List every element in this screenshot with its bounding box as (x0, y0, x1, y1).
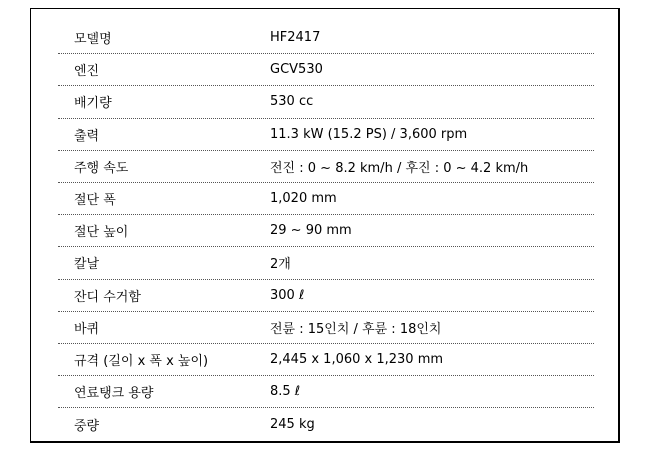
spec-label: 절단 높이 (74, 225, 129, 241)
spec-value: 530 cc (270, 94, 314, 110)
spec-row-dimensions (58, 344, 594, 376)
spec-row-wheels (58, 312, 594, 344)
spec-label: 칼날 (74, 257, 100, 273)
spec-label: 배기량 (74, 96, 112, 112)
spec-row-grass-bag (58, 280, 594, 312)
spec-row-blades (58, 247, 594, 279)
spec-value: 245 kg (270, 416, 315, 432)
spec-row-output (58, 119, 594, 151)
spec-label: 모델명 (74, 32, 112, 48)
spec-label: 규격 (길이 x 폭 x 높이) (74, 353, 209, 369)
spec-row-engine (58, 54, 594, 86)
spec-row-model (58, 22, 594, 54)
spec-label: 중량 (74, 418, 100, 434)
spec-value: 1,020 mm (270, 191, 337, 207)
spec-label: 주행 속도 (74, 160, 129, 176)
spec-row-weight (58, 408, 594, 440)
spec-label: 엔진 (74, 64, 100, 80)
spec-label: 바퀴 (74, 321, 100, 337)
spec-label: 연료탱크 용량 (74, 386, 154, 402)
spec-row-cutting-width (58, 183, 594, 215)
spec-value: 전륜 : 15인치 / 후륜 : 18인치 (270, 321, 442, 337)
spec-label: 출력 (74, 128, 100, 144)
spec-table (58, 22, 594, 440)
spec-value: 8.5 ℓ (270, 384, 301, 400)
spec-value: GCV530 (270, 62, 323, 78)
spec-row-displacement (58, 86, 594, 118)
spec-row-fuel-tank (58, 376, 594, 408)
spec-value: 전진 : 0 ~ 8.2 km/h / 후진 : 0 ~ 4.2 km/h (270, 160, 529, 176)
spec-value: 11.3 kW (15.2 PS) / 3,600 rpm (270, 126, 468, 142)
spec-row-speed (58, 151, 594, 183)
spec-label: 절단 폭 (74, 193, 116, 209)
spec-row-cutting-height (58, 215, 594, 247)
spec-label: 잔디 수거함 (74, 289, 141, 305)
spec-value: 300 ℓ (270, 287, 305, 303)
spec-value: 2개 (270, 257, 291, 273)
spec-value: 29 ~ 90 mm (270, 223, 352, 239)
spec-value: 2,445 x 1,060 x 1,230 mm (270, 351, 444, 367)
spec-value: HF2417 (270, 30, 321, 46)
